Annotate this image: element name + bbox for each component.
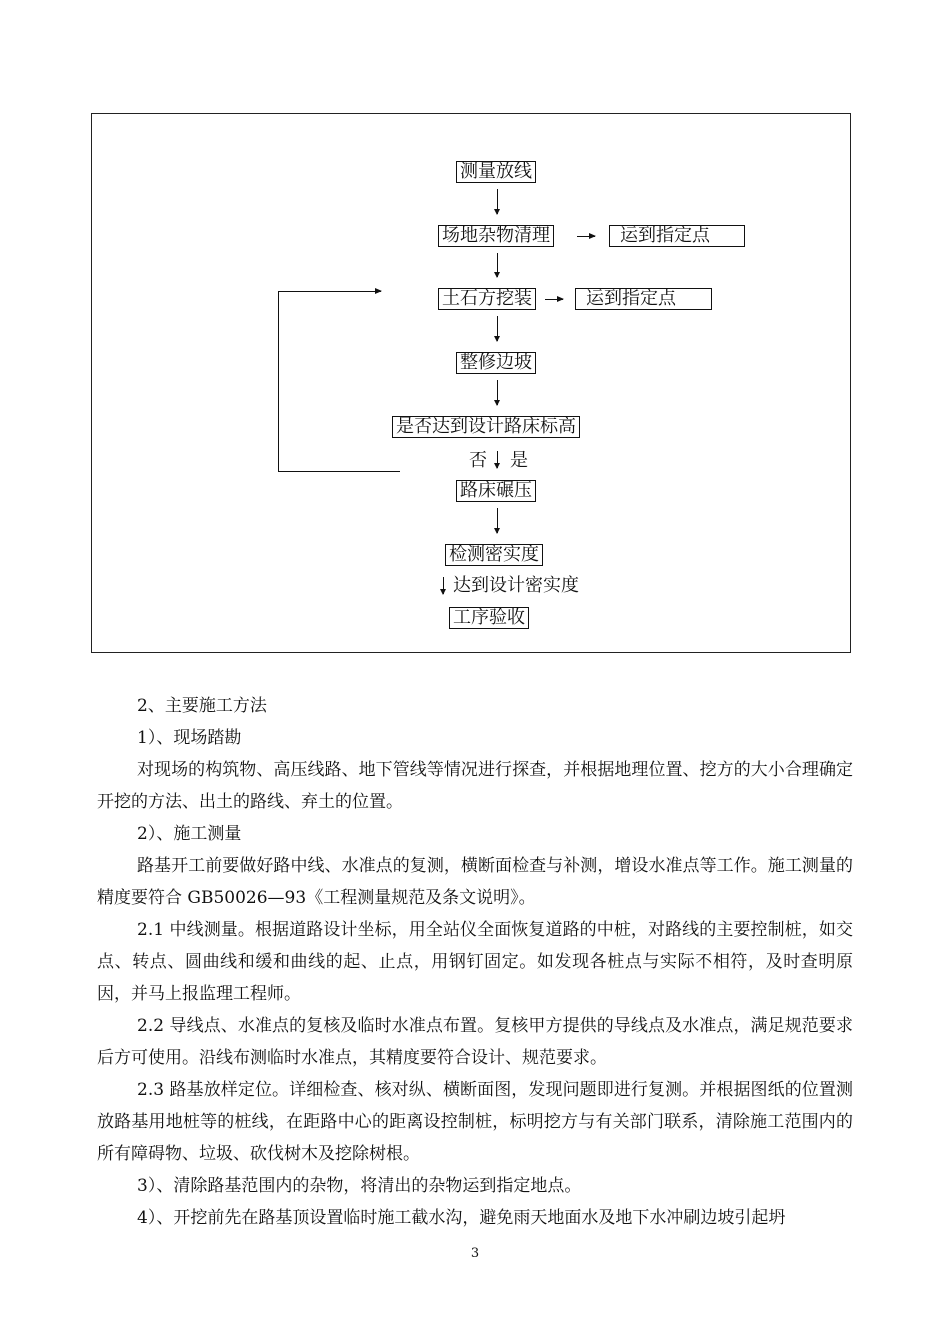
no-label: 否 xyxy=(469,450,487,471)
step-clear-debris-box: 场地杂物清理 xyxy=(438,225,554,247)
transport-box-2: 运到指定点 xyxy=(575,288,712,310)
step-slope-trim-box: 整修边坡 xyxy=(456,352,536,374)
paragraph-site-survey: 对现场的构筑物、高压线路、地下管线等情况进行探查，并根据地理位置、挖方的大小合理确定开挖的方法、出土的路线、弃土的位置。 xyxy=(97,760,853,812)
section-heading: 2、主要施工方法 xyxy=(137,696,267,716)
paragraph-staking: 2.3 路基放样定位。详细检查、核对纵、横断面图，发现问题即进行复测。并根据图纸的位置测放路基用地桩等的桩线，在距路中心的距离设控制桩，标明挖方与有关部门联系，清除施工范围内的所有障碍物、垃圾、砍伐树木及挖除树根。 xyxy=(97,1080,853,1164)
paragraph-survey-requirements: 路基开工前要做好路中线、水准点的复测，横断面检查与补测，增设水准点等工作。施工测量的精度要符合 GB50026—93《工程测量规范及条文说明》。 xyxy=(97,856,853,908)
arrow-down xyxy=(497,316,498,341)
arrow-down xyxy=(443,577,444,594)
step-density-test-box: 检测密实度 xyxy=(445,544,543,566)
arrow-down xyxy=(497,189,498,214)
density-note: 达到设计密实度 xyxy=(453,575,579,596)
decision-elevation-box: 是否达到设计路床标高 xyxy=(392,416,580,438)
paragraph-centerline-survey: 2.1 中线测量。根据道路设计坐标，用全站仪全面恢复道路的中桩，对路线的主要控制桩，如交点、转点、圆曲线和缓和曲线的起、止点，用钢钉固定。如发现各桩点与实际不相符，及时查明原因，并马上报监理工程师。 xyxy=(97,920,853,1004)
loop-arrow-right xyxy=(278,291,381,292)
page-number: 3 xyxy=(470,1246,480,1261)
step-compaction-box: 路床碾压 xyxy=(456,480,536,502)
subheading-construction-survey: 2）、施工测量 xyxy=(137,824,242,844)
transport-box-1: 运到指定点 xyxy=(609,225,745,247)
loop-line-horizontal-bottom xyxy=(278,471,400,472)
step-survey-box: 测量放线 xyxy=(456,161,536,183)
arrow-down xyxy=(497,451,498,468)
flowchart-frame xyxy=(91,113,851,653)
step-excavation-box: 土石方挖装 xyxy=(438,288,536,310)
arrow-down xyxy=(497,253,498,277)
loop-line-vertical xyxy=(278,291,279,472)
subheading-site-survey: 1）、现场踏勘 xyxy=(137,728,242,748)
arrow-right xyxy=(577,236,595,237)
arrow-down xyxy=(497,380,498,405)
step-acceptance-box: 工序验收 xyxy=(449,607,529,629)
arrow-right xyxy=(545,299,563,300)
paragraph-clear-debris: 3）、清除路基范围内的杂物，将清出的杂物运到指定地点。 xyxy=(137,1176,582,1196)
paragraph-benchmark-check: 2.2 导线点、水准点的复核及临时水准点布置。复核甲方提供的导线点及水准点，满足规范要求后方可使用。沿线布测临时水准点，其精度要符合设计、规范要求。 xyxy=(97,1016,853,1068)
paragraph-drainage: 4）、开挖前先在路基顶设置临时施工截水沟，避免雨天地面水及地下水冲刷边坡引起坍 xyxy=(137,1208,786,1228)
arrow-down xyxy=(497,508,498,533)
yes-label: 是 xyxy=(510,450,528,471)
